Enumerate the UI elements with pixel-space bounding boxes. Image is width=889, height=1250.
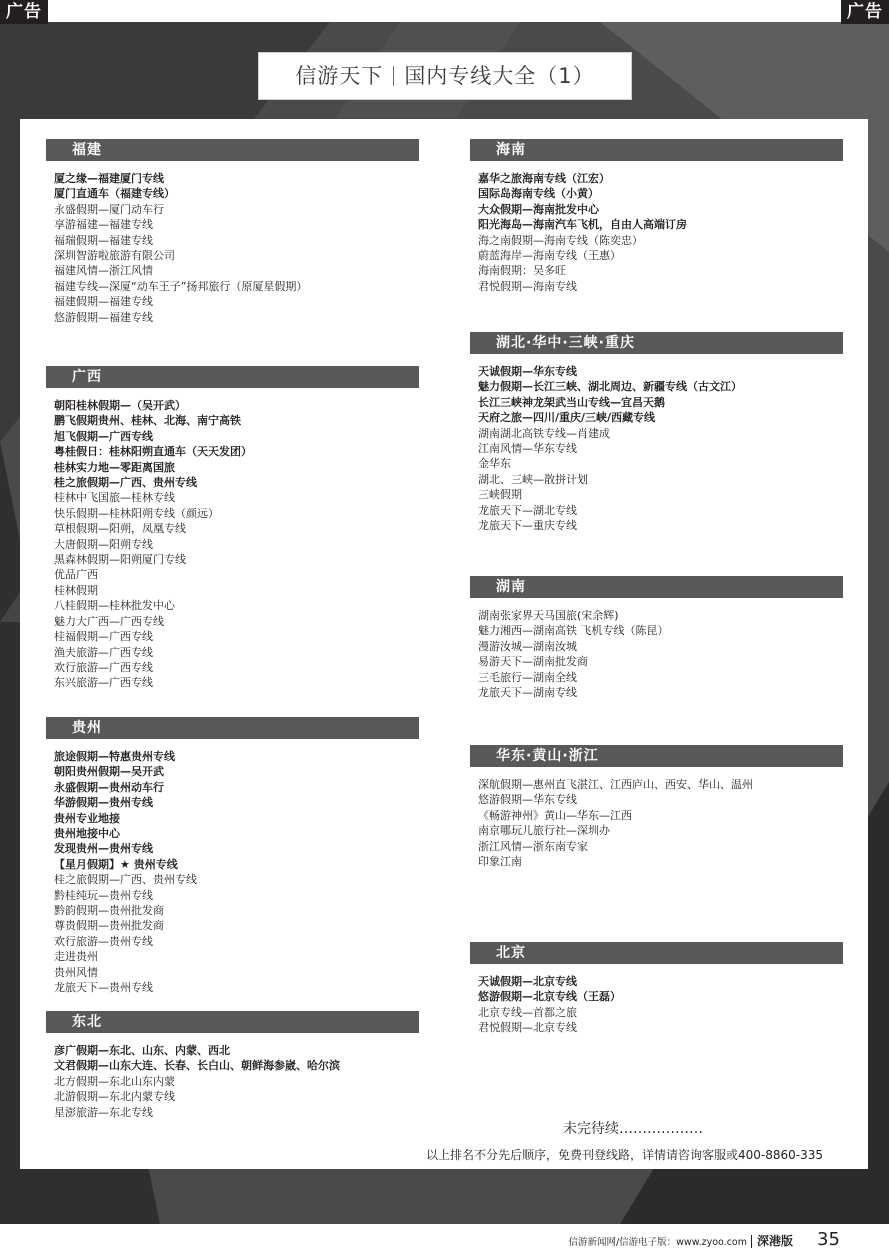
- ad-tag-left: 广告: [0, 0, 48, 24]
- list-item: 南京哪玩儿旅行社—深圳办: [478, 824, 610, 838]
- list-item: 三峡假期: [478, 488, 522, 502]
- list-item: 福建风情—浙江风情: [54, 264, 153, 278]
- list-item: 桂之旅假期—广西、贵州专线: [54, 476, 197, 490]
- list-item: 湖北、三峡—散拼计划: [478, 472, 588, 486]
- list-item: 旅途假期—特惠贵州专线: [54, 750, 175, 763]
- list-item: 快乐假期—桂林阳朔专线（颜远）: [54, 506, 219, 520]
- list-item: 海之南假期—海南专线（陈奕忠）: [478, 233, 643, 247]
- list-item: 龙旅天下—湖南专线: [478, 686, 577, 700]
- section-header: 北京: [470, 942, 843, 964]
- section-header: 福建: [46, 139, 419, 161]
- list-item: 桂林中飞国旅—桂林专线: [54, 491, 175, 505]
- list-item: 湖南湖北高铁专线—肖建成: [478, 426, 610, 440]
- list-item: 鹏飞假期贵州、桂林、北海、南宁高铁: [54, 414, 241, 428]
- list-item: 悠游假期—福建专线: [54, 310, 153, 324]
- list-item: 【星月假期】★ 贵州专线: [54, 857, 178, 871]
- section-header: 湖南: [470, 576, 843, 598]
- list-item: 金华东: [478, 457, 511, 471]
- list-item: 北京专线—首都之旅: [478, 1005, 577, 1019]
- section-guangxi: [46, 366, 419, 691]
- list-item: 魅力大广西—广西专线: [54, 614, 164, 628]
- section-header: 广西: [46, 366, 419, 388]
- list-item: 厦门直通车（福建专线）: [54, 187, 175, 201]
- list-item: 三毛旅行—湖南全线: [478, 670, 577, 684]
- list-item: 黔桂纯玩—贵州专线: [54, 888, 153, 902]
- page-title: [258, 52, 632, 100]
- list-item: 华游假期—贵州专线: [54, 796, 153, 810]
- section-hunan: [470, 576, 843, 700]
- section-header: 贵州: [46, 717, 419, 739]
- bottom-divider: [751, 1235, 752, 1248]
- list-item: 君悦假期—海南专线: [478, 279, 577, 293]
- list-item: 龙旅天下—重庆专线: [478, 519, 577, 533]
- list-item: 湖南张家界天马国旅(宋余辉): [478, 609, 619, 622]
- list-item: 欢行旅游—贵州专线: [54, 934, 153, 948]
- list-item: 阳光海岛—海南汽车飞机，自由人高端订房: [478, 218, 687, 232]
- list-item: 发现贵州—贵州专线: [54, 842, 153, 856]
- page-number: 35: [817, 1229, 840, 1250]
- page-title-main: 国内专线大全（1）: [404, 64, 595, 88]
- section-huadong: [470, 745, 843, 869]
- section-dongbei: [46, 1011, 419, 1120]
- list-item: 福瑞假期—福建专线: [54, 233, 153, 247]
- list-item: 君悦假期—北京专线: [478, 1021, 577, 1035]
- section-list: [470, 777, 843, 869]
- list-item: 走进贵州: [54, 950, 98, 964]
- footer-note: 以上排名不分先后顺序，免费刊登线路，详情请咨询客服或400-8860-335: [426, 1148, 824, 1162]
- list-item: 彦广假期—东北、山东、内蒙、西北: [54, 1044, 230, 1057]
- list-item: 福建专线—深厦“动车王子”扬邦旅行（原厦星假期）: [54, 279, 308, 293]
- section-list: [470, 171, 843, 294]
- list-item: 尊贵假期—贵州批发商: [54, 919, 164, 933]
- list-item: 享游福建—福建专线: [54, 218, 153, 232]
- list-item: 海南假期：吴多旺: [478, 264, 566, 278]
- list-item: 黔韵假期—贵州批发商: [54, 904, 164, 918]
- list-item: 深圳智游啦旅游有限公司: [54, 249, 175, 263]
- list-item: 悠游假期—华东专线: [478, 793, 577, 807]
- list-item: 天诚假期—北京专线: [478, 975, 577, 988]
- list-item: 桂之旅假期—广西、贵州专线: [54, 873, 197, 887]
- to-be-continued: 未完待续………………: [563, 1121, 703, 1137]
- list-item: 浙江风情—浙东南专家: [478, 839, 588, 853]
- list-item: 旭飞假期—广西专线: [54, 429, 153, 443]
- list-item: 蔚蓝海岸—海南专线（王惠）: [478, 249, 621, 263]
- edition-label: 深港版: [757, 1234, 794, 1248]
- list-item: 龙旅天下—贵州专线: [54, 981, 153, 995]
- list-item: 北游假期—东北内蒙专线: [54, 1090, 175, 1104]
- list-item: 朝阳桂林假期—（吴开武）: [54, 399, 186, 412]
- list-item: 漫游汝城—湖南汝城: [478, 639, 577, 653]
- list-item: 天府之旅—四川/重庆/三峡/西藏专线: [478, 411, 656, 425]
- list-item: 印象江南: [478, 855, 522, 869]
- section-header: 华东·黄山·浙江: [470, 745, 843, 767]
- list-item: 大唐假期—阳朔专线: [54, 537, 153, 551]
- section-list: [46, 749, 419, 996]
- section-fujian: [46, 139, 419, 325]
- list-item: 易游天下—湖南批发商: [478, 655, 588, 669]
- list-item: 魅力假期—长江三峡、湖北周边、新疆专线（古文江）: [478, 380, 742, 394]
- list-item: 贵州风情: [54, 965, 98, 979]
- section-list: [46, 398, 419, 691]
- section-header: 湖北·华中·三峡·重庆: [470, 332, 843, 354]
- list-item: 粤桂假日：桂林阳朔直通车（天天发团）: [54, 445, 252, 459]
- list-item: 魅力湘西—湖南高铁 飞机专线（陈昆）: [478, 624, 669, 638]
- list-item: 优品广西: [54, 568, 98, 582]
- section-hainan: [470, 139, 843, 294]
- list-item: 大众假期—海南批发中心: [478, 202, 599, 216]
- list-item: 厦之缘—福建厦门专线: [54, 172, 164, 185]
- section-list: [46, 171, 419, 325]
- list-item: 黑森林假期—阳朔厦门专线: [54, 553, 186, 567]
- list-item: 桂林假期: [54, 583, 98, 597]
- section-list: [470, 364, 843, 533]
- list-item: 北方假期—东北山东内蒙: [54, 1074, 175, 1088]
- list-item: 草根假期—阳朔，凤凰专线: [54, 522, 186, 536]
- list-item: 深航假期—惠州直飞湛江、江西庐山、西安、华山、温州: [478, 778, 753, 791]
- list-item: 龙旅天下—湖北专线: [478, 503, 577, 517]
- list-item: 桂福假期—广西专线: [54, 630, 153, 644]
- list-item: 江南风情—华东专线: [478, 442, 577, 456]
- list-item: 文君假期—山东大连、长春、长白山、朝鲜海参崴、哈尔滨: [54, 1059, 340, 1073]
- list-item: 国际岛海南专线（小黄）: [478, 187, 599, 201]
- section-guizhou: [46, 717, 419, 996]
- ad-tag-right: 广告: [841, 0, 889, 24]
- section-header: 东北: [46, 1011, 419, 1033]
- list-item: 星澎旅游—东北专线: [54, 1105, 153, 1119]
- section-beijing: [470, 942, 843, 1036]
- section-list: [470, 608, 843, 700]
- list-item: 八桂假期—桂林批发中心: [54, 599, 175, 613]
- page-title-brand: 信游天下: [295, 64, 384, 88]
- list-item: 贵州地接中心: [54, 827, 120, 841]
- website-credit: 信游新闻网/信游电子版：www.zyoo.com: [568, 1237, 747, 1248]
- title-divider: [393, 66, 394, 86]
- list-item: 桂林实力地—零距离国旅: [54, 460, 175, 474]
- section-list: [470, 974, 843, 1036]
- list-item: 贵州专业地接: [54, 811, 120, 825]
- list-item: 悠游假期—北京专线（王磊）: [478, 990, 621, 1004]
- list-item: 朝阳贵州假期—吴开武: [54, 765, 164, 779]
- list-item: 《畅游神州》黄山—华东—江西: [478, 808, 632, 822]
- section-list: [46, 1043, 419, 1120]
- section-header: 海南: [470, 139, 843, 161]
- list-item: 福建假期—福建专线: [54, 295, 153, 309]
- list-item: 永盛假期—贵州动车行: [54, 780, 164, 794]
- list-item: 东兴旅游—广西专线: [54, 676, 153, 690]
- list-item: 欢行旅游—广西专线: [54, 660, 153, 674]
- bottom-bar: [0, 1229, 889, 1250]
- list-item: 渔夫旅游—广西专线: [54, 645, 153, 659]
- list-item: 长江三峡神龙架武当山专线—宜昌天鹅: [478, 395, 665, 409]
- list-item: 嘉华之旅海南专线（江宏）: [478, 172, 610, 185]
- section-hubei: [470, 332, 843, 533]
- list-item: 天诚假期—华东专线: [478, 365, 577, 378]
- list-item: 永盛假期—厦门动车行: [54, 202, 164, 216]
